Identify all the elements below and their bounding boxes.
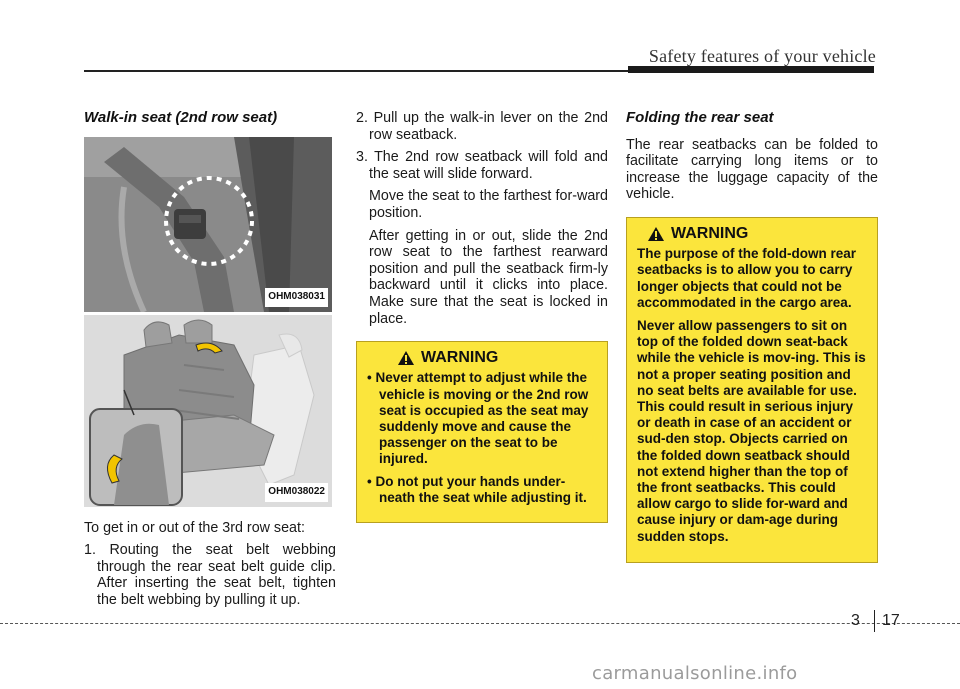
footer-separator <box>874 610 875 632</box>
walk-in-seat-illustration <box>84 315 332 507</box>
warning-header <box>647 226 867 242</box>
warning-title: WARNING <box>671 224 749 242</box>
figure-seat-belt-guide <box>84 137 332 312</box>
warning-list <box>367 370 597 506</box>
subheading-walk-in-seat: Walk-in seat (2nd row seat) <box>84 109 278 126</box>
column-walk-in-seat <box>84 110 336 615</box>
column-folding-rear-seat <box>626 110 878 563</box>
warning-paragraph-2: Never allow passengers to sit on top of the folded down seat-back while the vehicle is mov-ing. This is not a proper seating position and no seat belts are available for use. This could result in serious injury or death in case of an accident or sud-den stop. Objects carried on the folded down seatback should not extend higher than the top of the front seatbacks. This could allow cargo to slide for-ward and cause injury or dam-age during sudden stops. <box>637 317 866 544</box>
warning-header <box>397 350 597 366</box>
warning-triangle-icon <box>397 350 415 366</box>
warning-item: • Do not put your hands under-neath the seat while adjusting it. <box>367 473 587 505</box>
step-3-detail-2: After getting in or out, slide the 2nd row seat to the farthest rearward position and pull the seatback firm-ly backward until it clicks into place. Make sure that the seat is locked in place. <box>369 227 608 327</box>
section-header-title: Safety features of your vehicle <box>648 46 876 66</box>
step-1-text: 1. Routing the seat belt webbing through the rear seat belt guide clip. After inserting the seat belt, tighten the belt webbing by pulling it up. <box>84 542 336 608</box>
figure-walk-in-lever <box>84 315 332 507</box>
step-3-detail-1: Move the seat to the farthest for-ward position. <box>369 188 608 221</box>
warning-title: WARNING <box>421 349 499 367</box>
subheading-folding-rear-seat: Folding the rear seat <box>626 109 774 126</box>
step-3-text: 3. The 2nd row seatback will fold and the seat will slide forward. <box>356 149 608 182</box>
warning-item: • Never attempt to adjust while the vehicle is moving or the 2nd row seat is occupied as the seat may suddenly move and cause the passenger on the seat to be injured. <box>367 370 589 467</box>
chapter-number: 3 <box>851 612 860 629</box>
column-walk-in-steps <box>356 110 608 523</box>
figure-code-1: OHM038031 <box>265 288 328 307</box>
warning-box-walk-in <box>356 341 608 523</box>
intro-text: To get in or out of the 3rd row seat: <box>84 519 305 536</box>
footer-dashed-rule <box>0 623 960 624</box>
seat-belt-guide-illustration <box>84 137 332 312</box>
warning-box-folding <box>626 217 878 563</box>
warning-paragraph-1: The purpose of the fold-down rear seatbacks is to allow you to carry longer objects that could not be accommodated in the cargo area. <box>637 246 856 310</box>
step-2-text: 2. Pull up the walk-in lever on the 2nd row seatback. <box>356 110 608 143</box>
figure-code-2: OHM038022 <box>265 483 328 502</box>
warning-triangle-icon <box>647 226 665 242</box>
page-number: 17 <box>882 612 900 629</box>
header-rule-thick <box>628 66 874 73</box>
folding-intro-text: The rear seatbacks can be folded to facilitate carrying long items or to increase the luggage capacity of the vehicle. <box>626 136 878 203</box>
watermark-text: carmanualsonline.info <box>592 663 798 684</box>
